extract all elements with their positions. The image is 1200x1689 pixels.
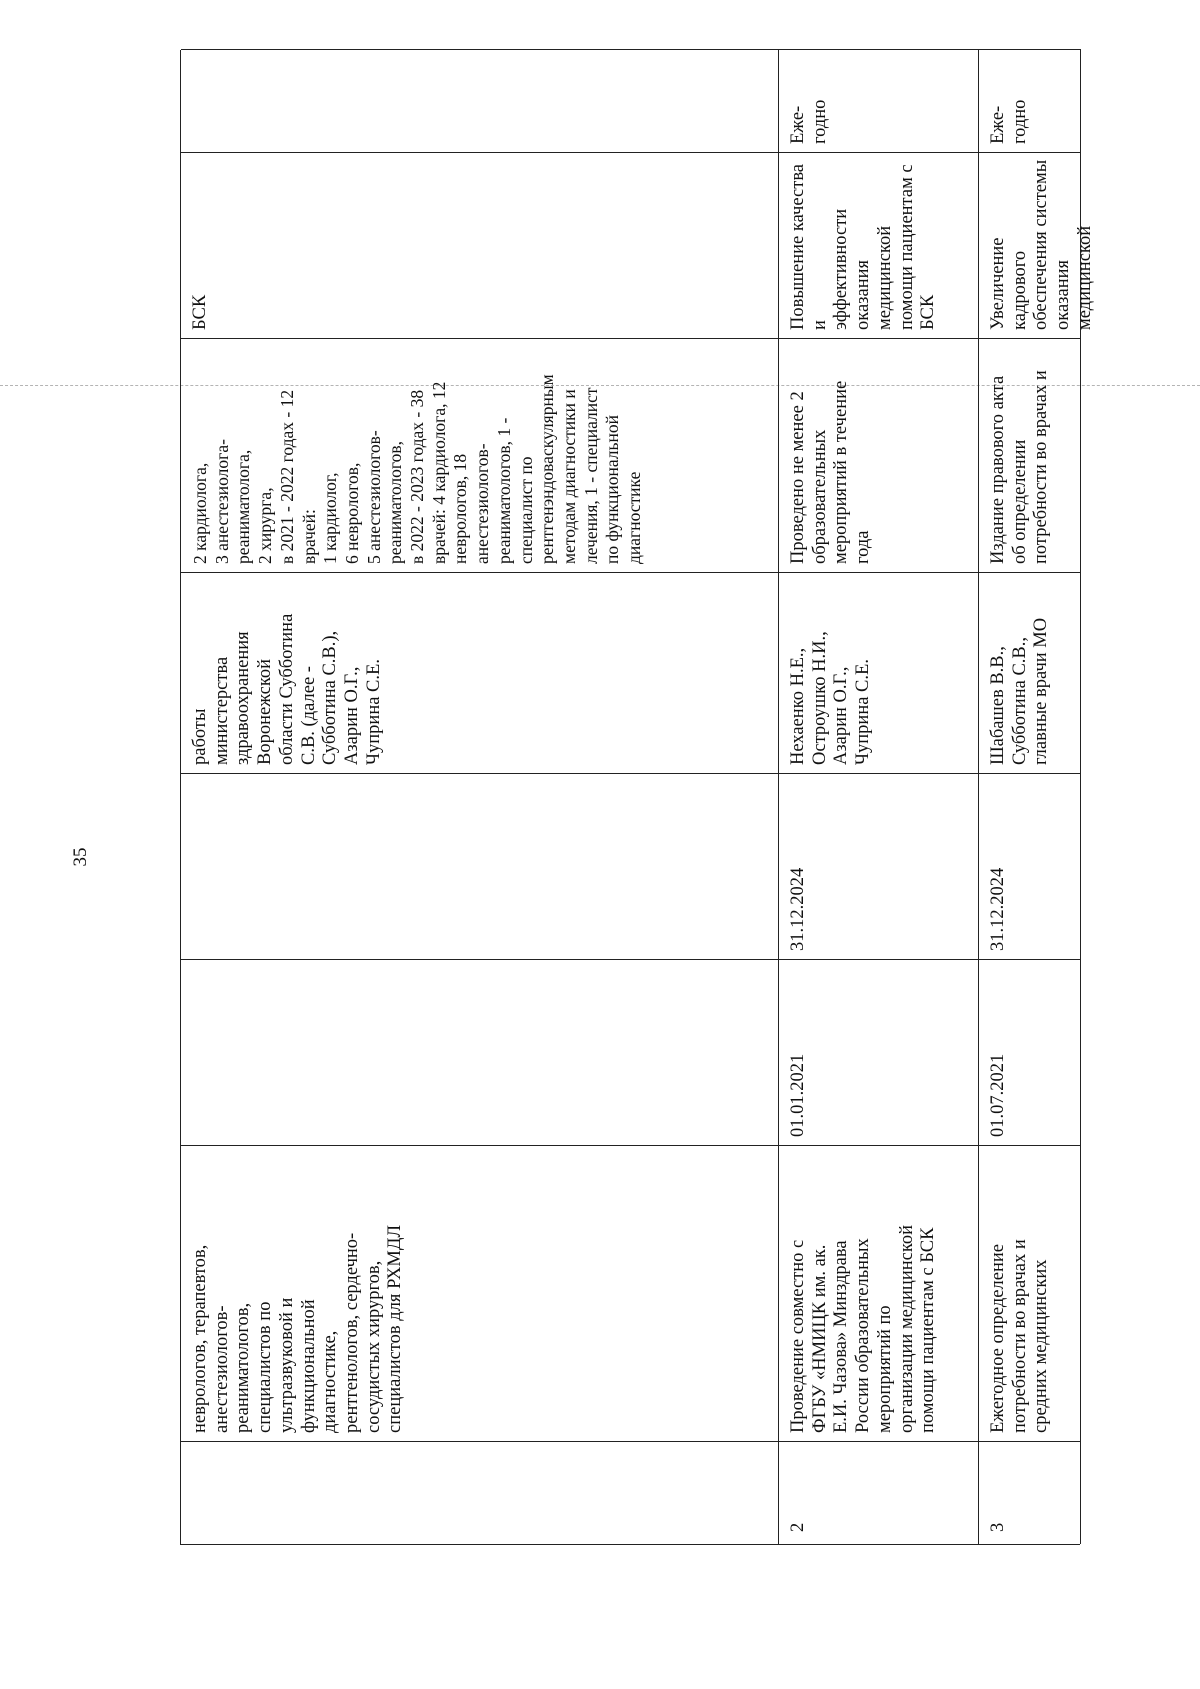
row-3-result: Издание правового акта об определении потребности во врачах и <box>979 338 1081 572</box>
row-3-event: Ежегодное определение потребности во врачах и средних медицинских <box>979 1145 1081 1441</box>
row-2-number: 2 <box>779 1441 979 1544</box>
row-3-frequency: Еже- годно <box>979 49 1081 152</box>
row-1-number <box>181 1441 779 1544</box>
row-3-goal: Увеличение кадрового обеспечения системы оказания медицинской <box>979 152 1081 338</box>
row-1-result: 2 кардиолога, 3 анестезиолога- реаниматолога, 2 хирурга, в 2021 - 2022 годах - 12 врачей: 1 кардиолог, 6 неврологов, 5 анестезиологов- реаниматологов, в 2022 - 2023 годах - 38 врачей: 4 кардиолога, 12 неврологов, 18 анестезиологов- реаниматологов, 1 - специалист по рентгенэндоваскулярным методам диагностики и лечения, 1 - специалист по функциональной диагностике <box>181 338 779 572</box>
row-3-number: 3 <box>979 1441 1081 1544</box>
row-2-event: Проведение совместно с ФГБУ «НМИЦК им. ак. Е.И. Чазова» Минздрава России образовательных мероприятий по организации медицинской помощи пациентам с БСК <box>779 1145 979 1441</box>
row-2-responsible: Нехаенко Н.Е., Остроушко Н.И., Азарин О.Г., Чуприна С.Е. <box>779 572 979 773</box>
row-2-goal: Повышение качества и эффективности оказания медицинской помощи пациентам с БСК <box>779 152 979 338</box>
row-3-start-date: 01.07.2021 <box>979 959 1081 1145</box>
row-2-result: Проведено не менее 2 образовательных мероприятий в течение года <box>779 338 979 572</box>
row-1-goal: БСК <box>181 152 779 338</box>
row-1-end-date <box>181 773 779 959</box>
measures-table <box>180 50 1095 1545</box>
row-1-event: неврологов, терапевтов, анестезиологов- реаниматологов, специалистов по ультразвуковой и функциональной диагностике, рентгенологов, сердечно- сосудистых хирургов, специалистов для РХМДЛ <box>181 1145 779 1441</box>
rotated-table-wrapper <box>180 50 1095 1545</box>
row-2-frequency: Еже- годно <box>779 49 979 152</box>
row-1-start-date <box>181 959 779 1145</box>
row-1-responsible: работы министерства здравоохранения Воронежской области Субботина С.В. (далее - Субботина С.В.), Азарин О.Г., Чуприна С.Е. <box>181 572 779 773</box>
row-2-end-date: 31.12.2024 <box>779 773 979 959</box>
row-3-end-date: 31.12.2024 <box>979 773 1081 959</box>
row-3-responsible: Шабашев В.В., Субботина С.В., главные врачи МО <box>979 572 1081 773</box>
page-number: 35 <box>70 847 91 867</box>
row-2-start-date: 01.01.2021 <box>779 959 979 1145</box>
table-stage <box>180 50 1095 1545</box>
row-1-frequency <box>181 49 779 152</box>
